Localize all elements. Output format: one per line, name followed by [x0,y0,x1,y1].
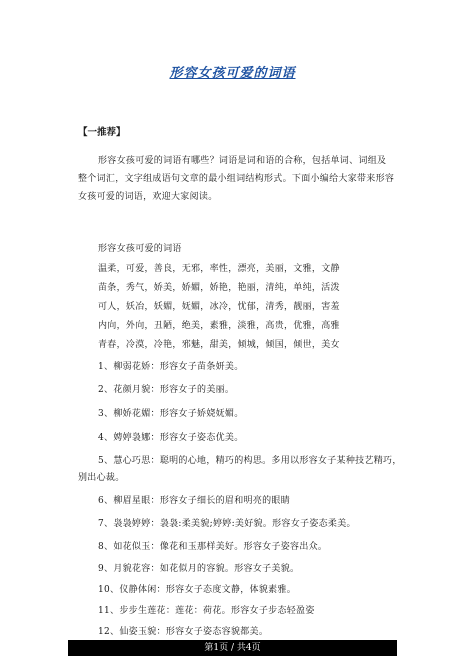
section-tag: 【一推荐】 [78,127,126,138]
idiom-item: 12、仙姿玉貌：形容女子姿态容貌都美。 [98,627,269,637]
idiom-item: 3、柳娇花媚：形容女子娇娆妩媚。 [98,409,244,419]
word-row: 苗条，秀气，娇美，娇媚，娇艳，艳丽，清纯，单纯，活泼 [98,283,340,293]
idiom-item: 9、月貌花容：如花似月的容貌。形容女子美貌。 [98,564,300,574]
word-row: 可人，妖冶，妖媚，妩媚，冰冷，忧郁，清秀，靓丽，害羞 [98,302,340,312]
idiom-item: 8、如花似玉：像花和玉那样美好。形容女子姿容出众。 [98,542,328,552]
word-row: 青春，冷漠，冷艳，邪魅，甜美，倾城，倾国，倾世，美女 [98,340,340,350]
intro-line-2: 整个词汇，文字组成语句文章的最小组词结构形式。下面小编给大家带来形容 [78,174,395,184]
idiom-item: 4、娉婷袅娜：形容女子姿态优美。 [98,433,244,443]
idiom-item: 10、仪静体闲：形容女子态度文静，体貌素雅。 [98,585,297,595]
idiom-item: 6、柳眉星眼：形容女子细长的眉和明亮的眼睛 [98,496,291,506]
idiom-item-continuation: 别出心裁。 [78,473,125,483]
intro-line-1: 形容女孩可爱的词语有哪些？词语是词和语的合称，包括单词、词组及 [98,156,387,166]
word-row: 温柔，可爱，善良，无邪，率性，漂亮，美丽，文雅，文静 [98,264,340,274]
word-row: 内向，外向，丑陋，绝美，素雅，淡雅，高贵，优雅，高雅 [98,321,340,331]
idiom-item: 11、步步生莲花：莲花：荷花。形容女子步态轻盈姿 [98,606,315,616]
intro-line-3: 女孩可爱的词语，欢迎大家阅读。 [78,192,218,202]
idiom-item: 1、柳弱花娇：形容女子苗条妍美。 [98,362,244,372]
document-title: 形容女孩可爱的词语 [169,66,296,81]
idiom-item: 2、花颜月貌：形容女子的美丽。 [98,385,235,395]
page-footer: 第1页 / 共4页 [68,640,397,656]
idiom-item: 5、慧心巧思：聪明的心地，精巧的构思。多用以形容女子某种技艺精巧， [98,456,402,466]
list-heading: 形容女孩可爱的词语 [98,244,182,254]
idiom-item: 7、袅袅婷婷：袅袅:柔美貌;婷婷:美好貌。形容女子姿态柔美。 [98,519,356,529]
